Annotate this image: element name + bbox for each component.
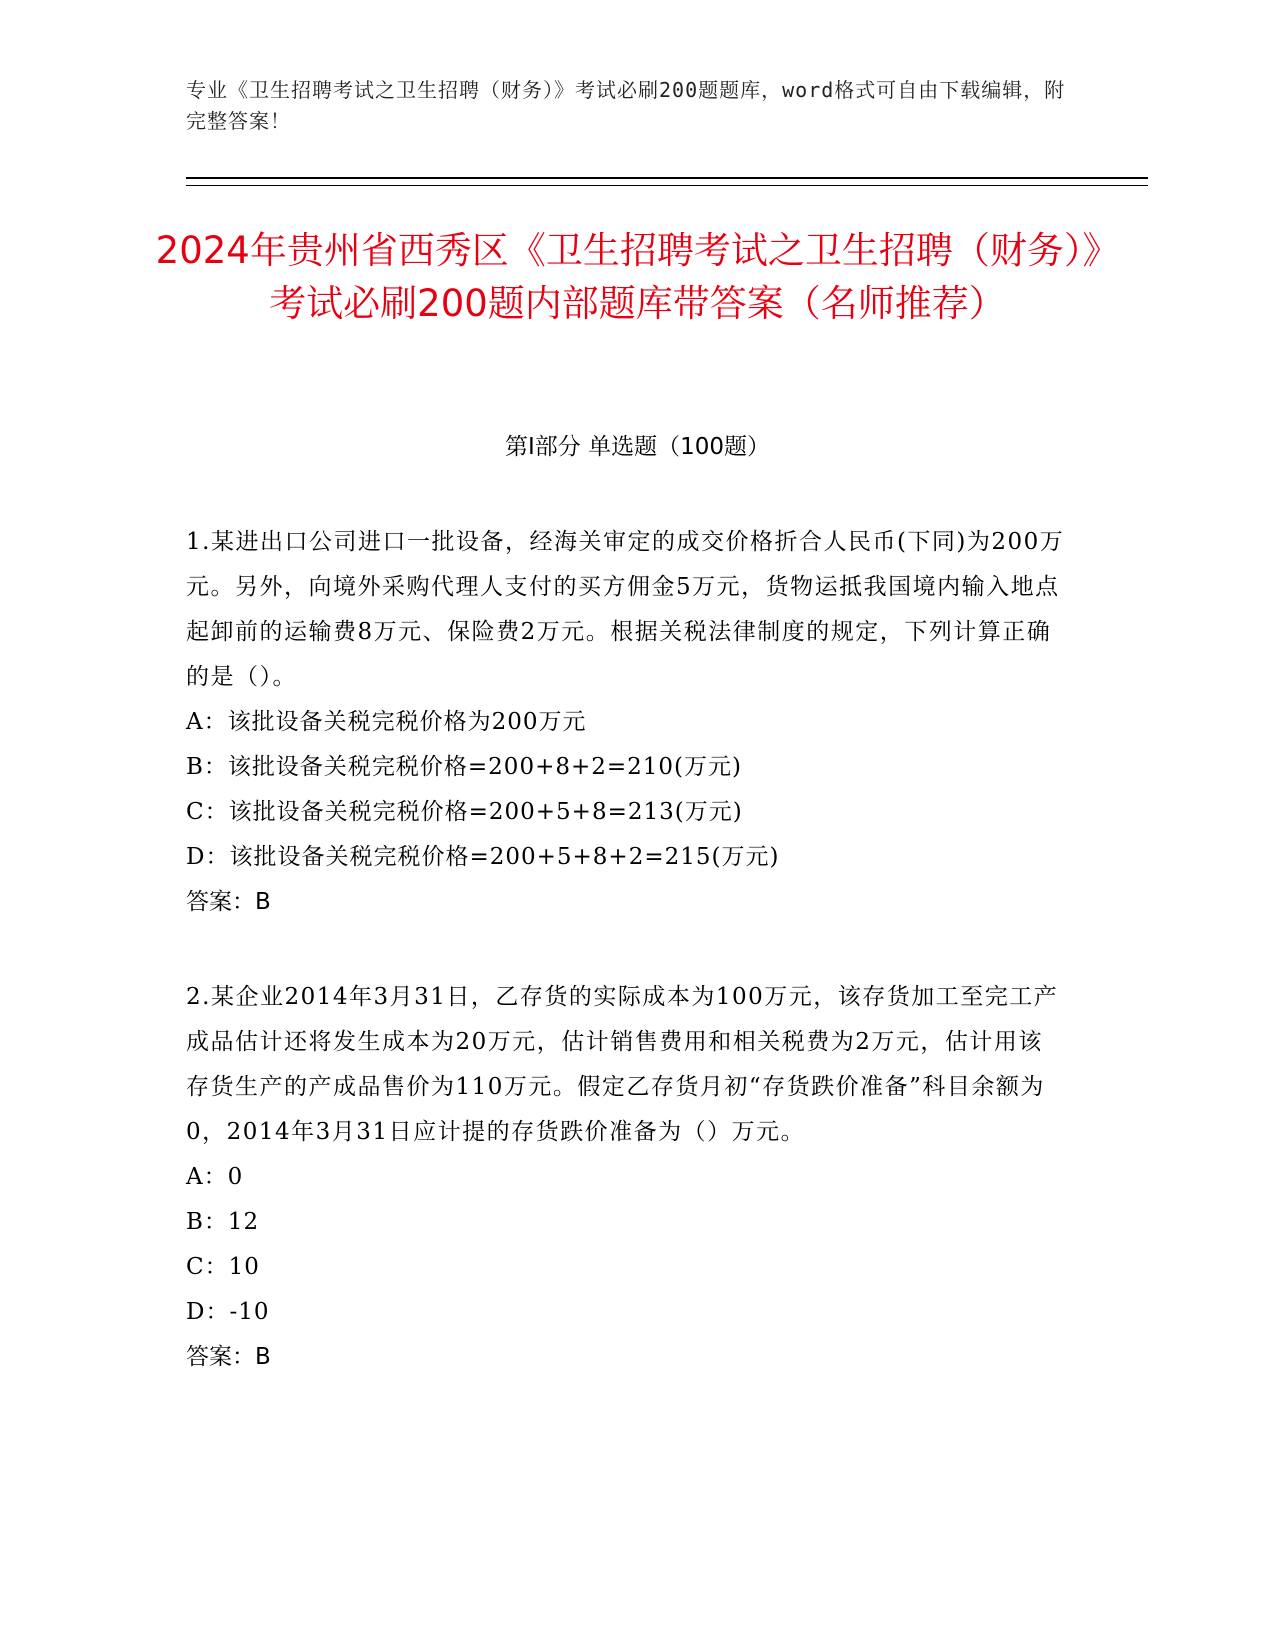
option-b: B：该批设备关税完税价格=200+8+2=210(万元) [186,754,743,780]
option-a: A：0 [186,1164,244,1190]
option-d: D：-10 [186,1299,270,1325]
header-divider-thick [186,177,1148,179]
option-c: C：该批设备关税完税价格=200+5+8=213(万元) [186,799,743,825]
document-title: 2024年贵州省西秀区《卫生招聘考试之卫生招聘（财务）》考试必刷200题内部题库带答案（名师推荐） [155,229,1120,325]
answer-line: 答案：B [186,1344,271,1370]
section-heading: 第Ⅰ部分 单选题（100题） [505,434,770,460]
header-note: 专业《卫生招聘考试之卫生招聘（财务）》考试必刷200题题库，word格式可自由下载编辑，附完整答案！ [186,78,1066,133]
option-b: B：12 [186,1209,260,1235]
question-2 [186,975,1066,1380]
answer-line: 答案：B [186,889,271,915]
question-1 [186,520,1066,925]
option-d: D：该批设备关税完税价格=200+5+8+2=215(万元) [186,844,780,870]
header-divider-thin [186,185,1148,186]
option-c: C：10 [186,1254,260,1280]
option-a: A：该批设备关税完税价格为200万元 [186,709,587,735]
question-stem: 2.某企业2014年3月31日，乙存货的实际成本为100万元，该存货加工至完工产成品估计还将发生成本为20万元，估计销售费用和相关税费为2万元，估计用该存货生产的产成品售价为110万元。假定乙存货月初“存货跌价准备”科目余额为0，2014年3月31日应计提的存货跌价准备为（）万元。 [186,984,1059,1145]
question-stem: 1.某进出口公司进口一批设备，经海关审定的成交价格折合人民币(下同)为200万元。另外，向境外采购代理人支付的买方佣金5万元，货物运抵我国境内输入地点起卸前的运输费8万元、保险费2万元。根据关税法律制度的规定，下列计算正确的是（）。 [186,529,1065,690]
